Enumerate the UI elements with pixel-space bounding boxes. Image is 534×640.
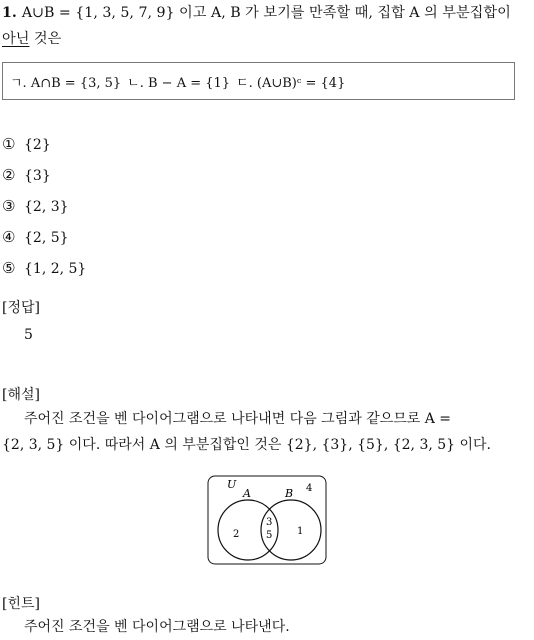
choice-text: {2, 3} xyxy=(24,199,69,215)
condition-item: ㄱ. A∩B = {3, 5} xyxy=(10,75,122,91)
choice-list xyxy=(2,131,86,286)
hint-text: 주어진 조건을 벤 다이어그램으로 나타낸다. xyxy=(24,619,290,635)
hint-label: [힌트] xyxy=(2,596,40,612)
outside-value: 4 xyxy=(306,483,313,494)
explanation-label: [해설] xyxy=(2,387,40,403)
condition-item: ㄴ. B − A = {1} xyxy=(127,75,231,91)
venn-diagram xyxy=(205,473,329,567)
a-only-value: 2 xyxy=(233,529,240,540)
choice-text: {1, 2, 5} xyxy=(24,261,87,277)
question-text: A∪B = {1, 3, 5, 7, 9} 이고 A, B 가 보기를 만족할 때, 집합 A 의 부분집합이 xyxy=(21,5,511,21)
answer-value: 5 xyxy=(24,327,33,343)
choice-2[interactable] xyxy=(2,162,86,193)
question-stem xyxy=(2,0,534,52)
explanation-line-2: {2, 3, 5} 이다. 따라서 A 의 부분집합인 것은 {2}, {3}, {5}, {2, 3, 5} 이다. xyxy=(2,437,492,453)
set-b-label: B xyxy=(285,487,294,500)
choice-text: {3} xyxy=(24,168,51,184)
intersection-value-bottom: 5 xyxy=(266,530,273,541)
question-number: 1. xyxy=(2,5,17,21)
explanation-line-1: 주어진 조건을 벤 다이어그램으로 나타내면 다음 그림과 같으므로 A = xyxy=(24,411,452,427)
choice-text: {2, 5} xyxy=(24,230,69,246)
b-only-value: 1 xyxy=(297,526,304,537)
question-line-2 xyxy=(2,26,534,52)
condition-item: ㄷ. (A∪B)ᶜ = {4} xyxy=(236,75,346,91)
question-line-1 xyxy=(2,0,534,26)
choice-4[interactable] xyxy=(2,224,86,255)
universe-label: U xyxy=(227,478,237,491)
choice-marker: ③ xyxy=(2,197,16,215)
conditions-box xyxy=(2,62,515,100)
explanation-body xyxy=(2,406,534,458)
question-emphasis: 아닌 xyxy=(2,31,30,47)
choice-5[interactable] xyxy=(2,255,86,286)
answer-label: [정답] xyxy=(2,300,40,316)
choice-1[interactable] xyxy=(2,131,86,162)
choice-marker: ⑤ xyxy=(2,259,16,277)
choice-3[interactable] xyxy=(2,193,86,224)
set-a-label: A xyxy=(243,487,251,500)
choice-text: {2} xyxy=(24,137,51,153)
choice-marker: ② xyxy=(2,166,16,184)
choice-marker: ① xyxy=(2,135,16,153)
question-text-end: 것은 xyxy=(29,31,62,47)
intersection-value-top: 3 xyxy=(266,517,273,528)
choice-marker: ④ xyxy=(2,228,16,246)
